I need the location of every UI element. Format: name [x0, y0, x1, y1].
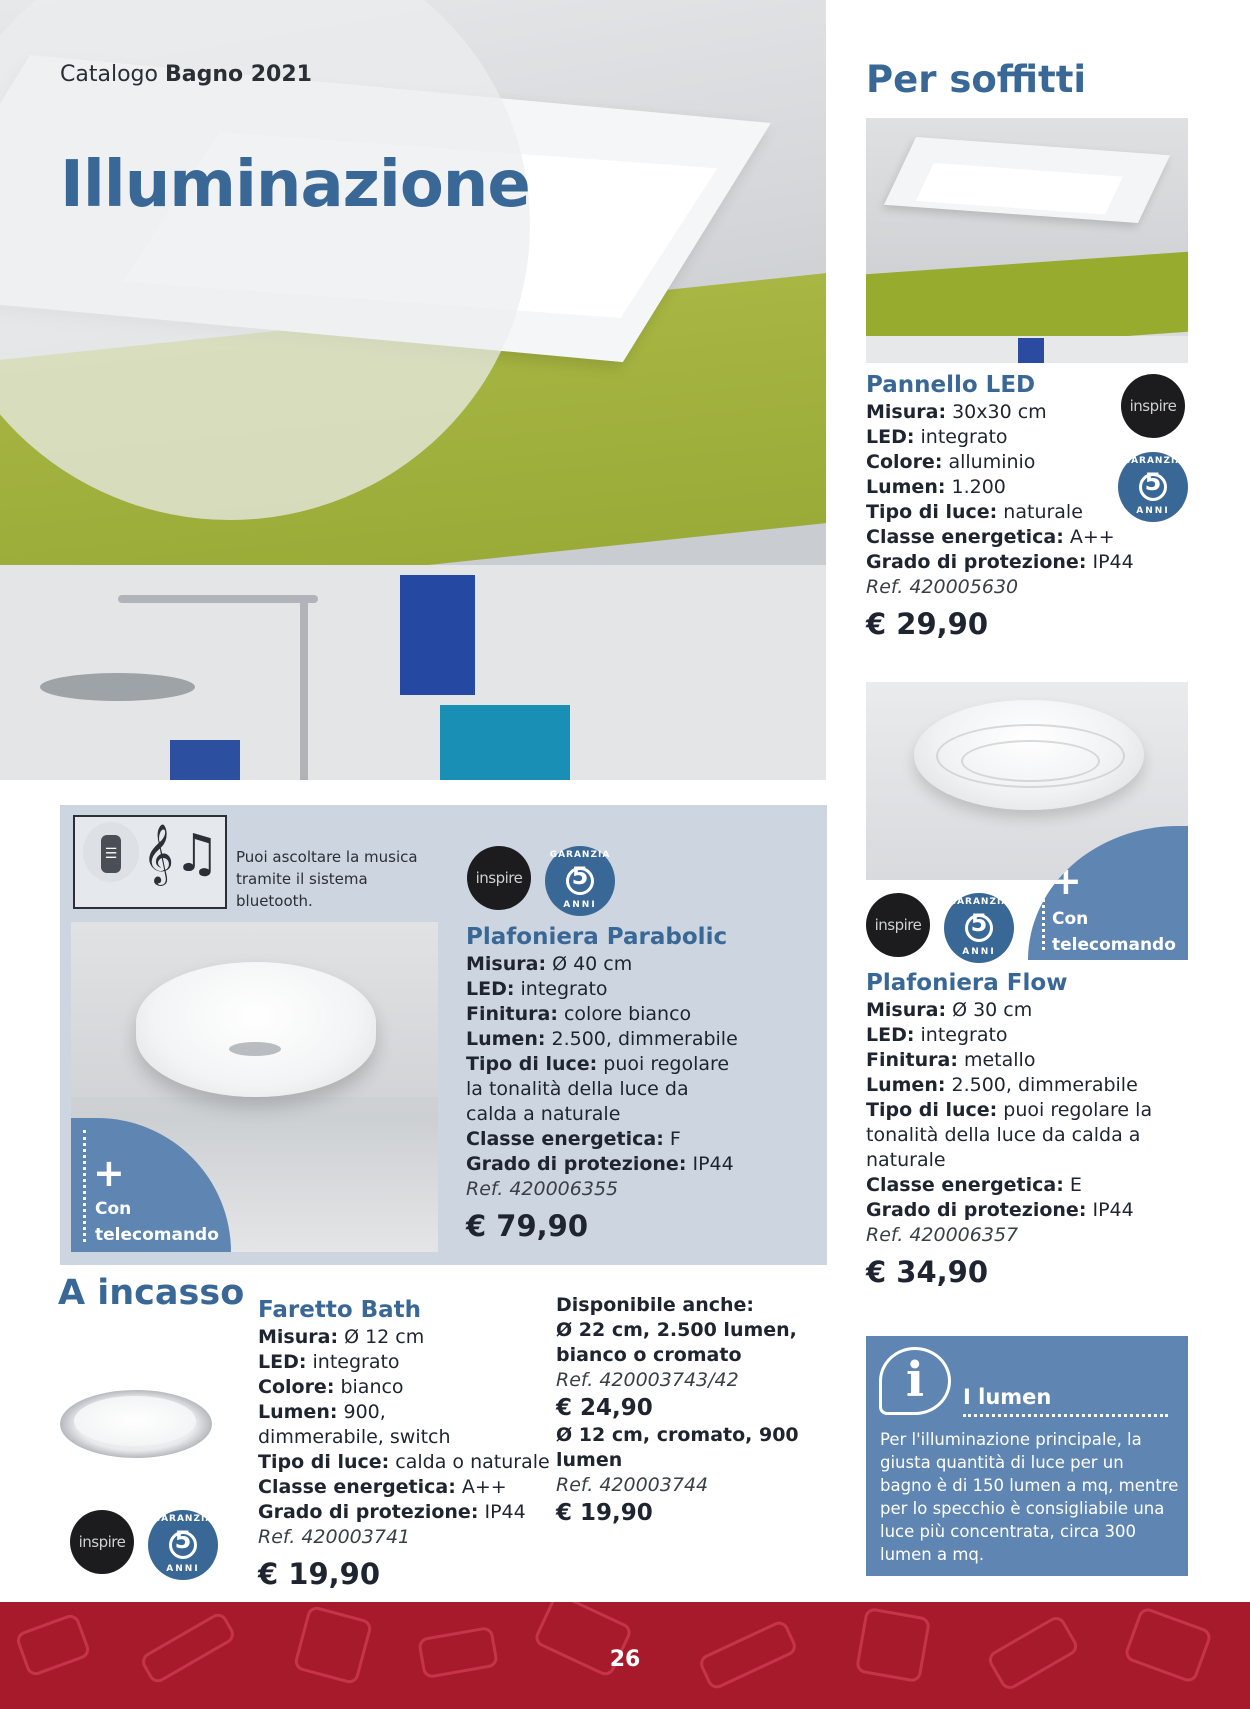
info-text: Per l'illuminazione principale, la giusta quantità di luce per un bagno è di 150 lumen a mq, mentre per lo specchio è consigliabile una luce più concentrata, circa 300 lumen a mq. [880, 1430, 1179, 1564]
telecomando-badge: + Con telecomando [71, 1118, 231, 1252]
variant-price: € 19,90 [556, 1500, 653, 1526]
section-title-soffitti: Per soffitti [866, 58, 1087, 101]
product-name: Faretto Bath [258, 1297, 422, 1323]
product-ref: Ref. 420006355 [466, 1178, 619, 1200]
inspire-logo: inspire [866, 893, 930, 957]
page-title: Illuminazione [60, 148, 530, 222]
inspire-logo: inspire [70, 1510, 134, 1574]
garanzia-badge: GARANZIA 5 ANNI [148, 1510, 218, 1580]
hero-image [0, 0, 826, 780]
product-price: € 19,90 [258, 1557, 381, 1591]
product-price: € 79,90 [466, 1209, 589, 1243]
garanzia-badge: GARANZIA 5 ANNI [545, 846, 615, 916]
product-name: Plafoniera Flow [866, 970, 1068, 996]
product-price: € 34,90 [866, 1255, 989, 1289]
bluetooth-text: Puoi ascoltare la musica tramite il sistema bluetooth. [236, 848, 418, 910]
info-title: I lumen [963, 1385, 1052, 1409]
product-plafoniera-parabolic: Plafoniera Parabolic Misura: Ø 40 cm LED: integrato Finitura: colore bianco Lumen: 2.500, dimmerabile Tipo di luce: puoi regolare la tonalità della luce da calda a naturale Classe energetica: F Grado di protezione: IP44 Ref. 420006355 € 79,90 [466, 922, 786, 1244]
page-number: 26 [609, 1647, 641, 1672]
product-name: Plafoniera Parabolic [466, 924, 728, 950]
product-ref: Ref. 420006357 [866, 1224, 1019, 1246]
info-divider [963, 1414, 1168, 1417]
pannello-led-photo [866, 118, 1188, 363]
music-notes-icon: 𝄞♫ [143, 824, 221, 884]
garanzia-badge: GARANZIA 5 ANNI [1118, 452, 1188, 522]
faretto-bath-variants: Disponibile anche: Ø 22 cm, 2.500 lumen, bianco o cromato Ref. 420003743/42 € 24,90 Ø 12 cm, cromato, 900 lumen Ref. 420003744 € 19,90 [556, 1293, 806, 1528]
product-name: Pannello LED [866, 372, 1036, 398]
telecomando-badge: + Con telecomando [1028, 826, 1188, 960]
product-ref: Ref. 420003741 [258, 1526, 411, 1548]
product-ref: Ref. 420005630 [866, 576, 1019, 598]
product-plafoniera-flow: Plafoniera Flow Misura: Ø 30 cm LED: integrato Finitura: metallo Lumen: 2.500, dimmerabile Tipo di luce: puoi regolare la tonalità della luce da calda a naturale Classe energetica: E Grado di protezione: IP44 Ref. 420006357 € 34,90 [866, 968, 1186, 1290]
remote-icon: ☰ [101, 835, 121, 873]
inspire-logo: inspire [467, 846, 531, 910]
product-faretto-bath: Faretto Bath Misura: Ø 12 cm LED: integrato Colore: bianco Lumen: 900, dimmerabile, switch Tipo di luce: calda o naturale Classe energetica: A++ Grado di protezione: IP44 Ref. 420003741 € 19,90 [258, 1295, 558, 1592]
garanzia-badge: GARANZIA 5 ANNI [944, 893, 1014, 963]
catalog-label: Catalogo Bagno 2021 [60, 62, 312, 87]
section-title-incasso: A incasso [58, 1273, 245, 1313]
product-pannello-led: Pannello LED Misura: 30x30 cm LED: integrato Colore: alluminio Lumen: 1.200 Tipo di luce: naturale Classe energetica: A++ Grado di protezione: IP44 Ref. 420005630 € 29,90 [866, 370, 1166, 642]
variant-price: € 24,90 [556, 1395, 653, 1421]
product-price: € 29,90 [866, 607, 989, 641]
inspire-logo: inspire [1121, 374, 1185, 438]
faretto-bath-photo [60, 1385, 215, 1465]
info-icon: i [879, 1347, 951, 1415]
